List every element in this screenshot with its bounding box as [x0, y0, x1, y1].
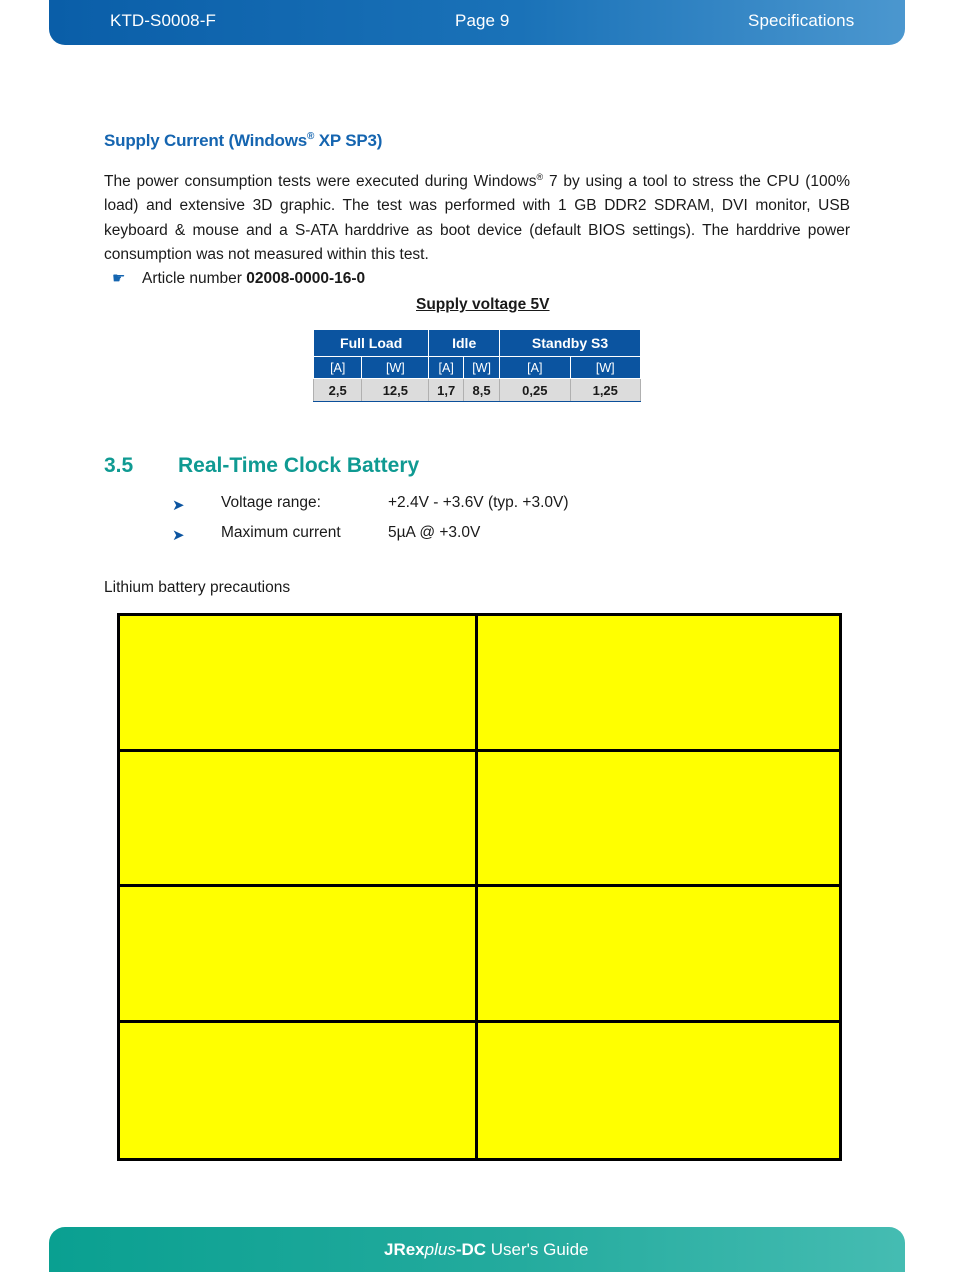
unit-cell: [A]: [500, 357, 570, 379]
article-label: Article number: [142, 270, 247, 287]
article-number: 02008-0000-16-0: [246, 270, 366, 287]
arrow-bullet-icon: ➤: [172, 497, 185, 514]
supply-current-table: [313, 329, 641, 402]
spec-value: 5µA @ +3.0V: [388, 524, 481, 541]
table-units-row: [314, 357, 641, 379]
page-footer: [49, 1227, 905, 1272]
precaution-cell: [120, 887, 478, 1023]
value-cell: 8,5: [464, 379, 500, 402]
precaution-cell: [478, 752, 839, 888]
heading-text: Supply Current (Windows: [104, 131, 308, 150]
unit-cell: [W]: [464, 357, 500, 379]
power-test-description: [104, 170, 850, 267]
spec-value: +2.4V - +3.6V (typ. +3.0V): [388, 494, 569, 511]
document-id: KTD-S0008-F: [110, 11, 216, 30]
header-section-title: Specifications: [748, 11, 855, 30]
value-cell: 2,5: [314, 379, 362, 402]
heading-text-tail: XP SP3): [314, 131, 383, 150]
product-name: JRex: [384, 1240, 425, 1259]
battery-precautions-table: [117, 613, 842, 1161]
col-full-load: Full Load: [314, 330, 429, 357]
registered-mark: ®: [536, 172, 544, 182]
supply-current-heading: [104, 131, 382, 151]
page-header: [49, 0, 905, 45]
unit-cell: [W]: [362, 357, 429, 379]
product-name-italic: plus: [424, 1240, 456, 1259]
col-idle: Idle: [429, 330, 500, 357]
unit-cell: [W]: [570, 357, 640, 379]
spec-label: Voltage range:: [221, 494, 321, 511]
table-header-row: [314, 330, 641, 357]
precaution-cell: [120, 616, 478, 752]
lithium-precautions-label: Lithium battery precautions: [104, 579, 291, 596]
value-cell: 0,25: [500, 379, 570, 402]
page-number: Page 9: [455, 11, 510, 30]
supply-voltage-title: Supply voltage 5V: [416, 296, 550, 313]
value-cell: 1,25: [570, 379, 640, 402]
precaution-cell: [120, 752, 478, 888]
value-cell: 12,5: [362, 379, 429, 402]
table-row: [314, 379, 641, 402]
value-cell: 1,7: [429, 379, 464, 402]
unit-cell: [A]: [314, 357, 362, 379]
col-standby-s3: Standby S3: [500, 330, 641, 357]
footer-title: [384, 1240, 589, 1260]
para-text-tail: 7 by using a tool to stress the CPU (100% load) and extensive 3D graphic. The test was performed with 1 GB DDR2 SDRAM, DVI monitor, USB keyboard & mouse and a S-ATA harddrive as boot device (default BIOS settings). The harddrive power consumption was not measured within this test.: [104, 173, 850, 263]
precaution-cell: [478, 887, 839, 1023]
section-number: 3.5: [104, 454, 134, 477]
precaution-cell: [478, 616, 839, 752]
guide-label: User's Guide: [486, 1240, 589, 1259]
article-number-line: [112, 269, 365, 288]
spec-label: Maximum current: [221, 524, 341, 541]
section-title-text: Real-Time Clock Battery: [178, 454, 420, 477]
section-title: [104, 454, 419, 478]
product-suffix: -DC: [455, 1240, 487, 1259]
para-text: The power consumption tests were executed during Windows: [104, 173, 537, 190]
registered-mark: ®: [307, 131, 315, 142]
precaution-cell: [478, 1023, 839, 1159]
precaution-cell: [120, 1023, 478, 1159]
unit-cell: [A]: [429, 357, 464, 379]
pointing-hand-icon: ☛: [112, 270, 126, 287]
arrow-bullet-icon: ➤: [172, 527, 185, 544]
